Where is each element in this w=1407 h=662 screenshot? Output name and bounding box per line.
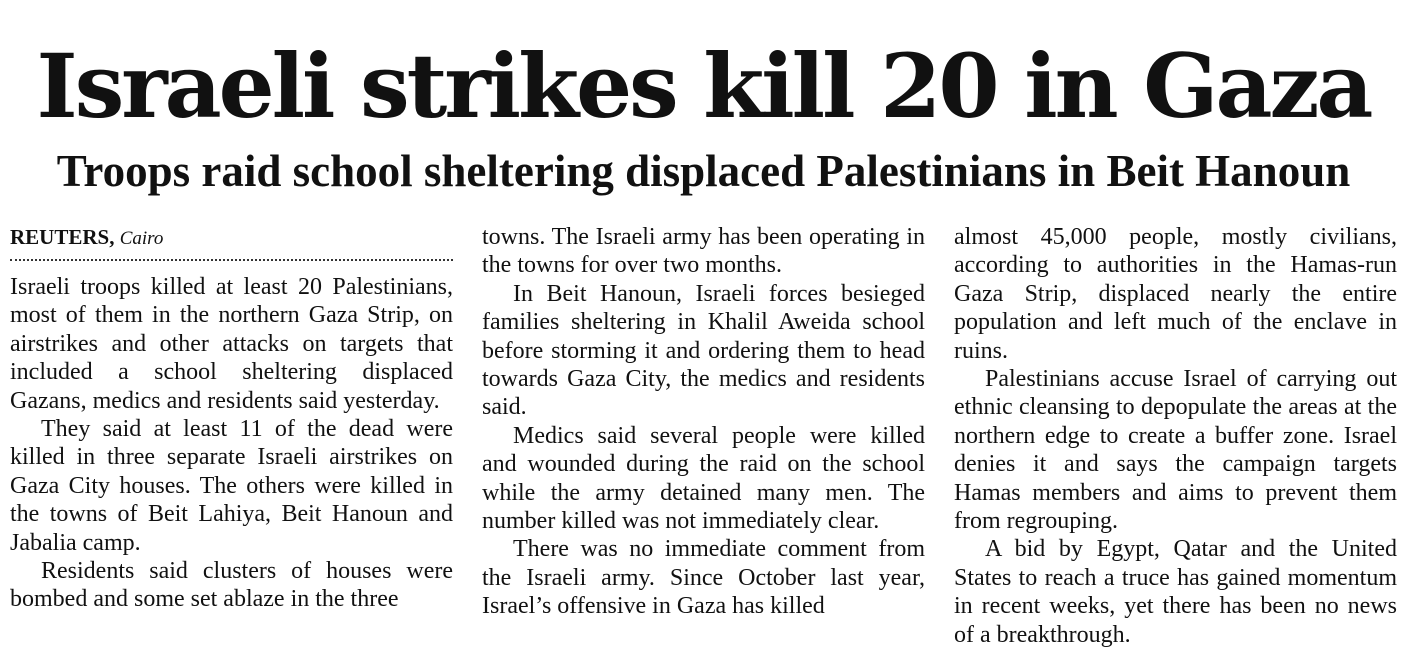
byline [10,223,453,261]
headline: Israeli strikes kill 20 in Gaza [36,34,1371,138]
byline-agency: REUTERS, [10,225,115,249]
paragraph: Israeli troops killed at least 20 Palestinians, most of them in the northern Gaza Strip, on airstrikes and other attacks on targets that included a school sheltering displaced Gazans, medics and residents said yesterday. [10,274,453,414]
paragraph: towns. The Israeli army has been operating in the towns for over two months. [482,224,925,279]
paragraph: almost 45,000 people, mostly civilians, according to authorities in the Hamas-run Gaza Strip, displaced nearly the entire population and left much of the enclave in ruins. [954,224,1397,364]
article-column-1 [10,223,453,614]
paragraph: There was no immediate comment from the Israeli army. Since October last year, Israel’s offensive in Gaza has killed [482,536,925,620]
paragraph: They said at least 11 of the dead were killed in three separate Israeli airstrikes on Gaza City houses. The others were killed in the towns of Beit Lahiya, Beit Hanoun and Jabalia camp. [10,416,453,556]
paragraph: A bid by Egypt, Qatar and the United States to reach a truce has gained momentum in recent weeks, yet there has been no news of a breakthrough. [954,536,1397,648]
paragraph: In Beit Hanoun, Israeli forces besieged families sheltering in Khalil Aweida school before storming it and ordering them to head towards Gaza City, the medics and residents said. [482,280,925,421]
byline-city: Cairo [119,228,164,249]
article-column-2 [482,223,925,621]
paragraph: Palestinians accuse Israel of carrying out ethnic cleansing to depopulate the areas at the northern edge to create a buffer zone. Israel denies it and says the campaign targets Hamas members and aims to prevent them from regrouping. [954,366,1397,535]
paragraph: Residents said clusters of houses were bombed and some set ablaze in the three [10,558,453,613]
article-column-3 [954,223,1397,649]
subheadline: Troops raid school sheltering displaced Palestinians in Beit Hanoun [56,146,1351,196]
paragraph: Medics said several people were killed and wounded during the raid on the school while the army detained many men. The number killed was not immediately clear. [482,422,925,535]
